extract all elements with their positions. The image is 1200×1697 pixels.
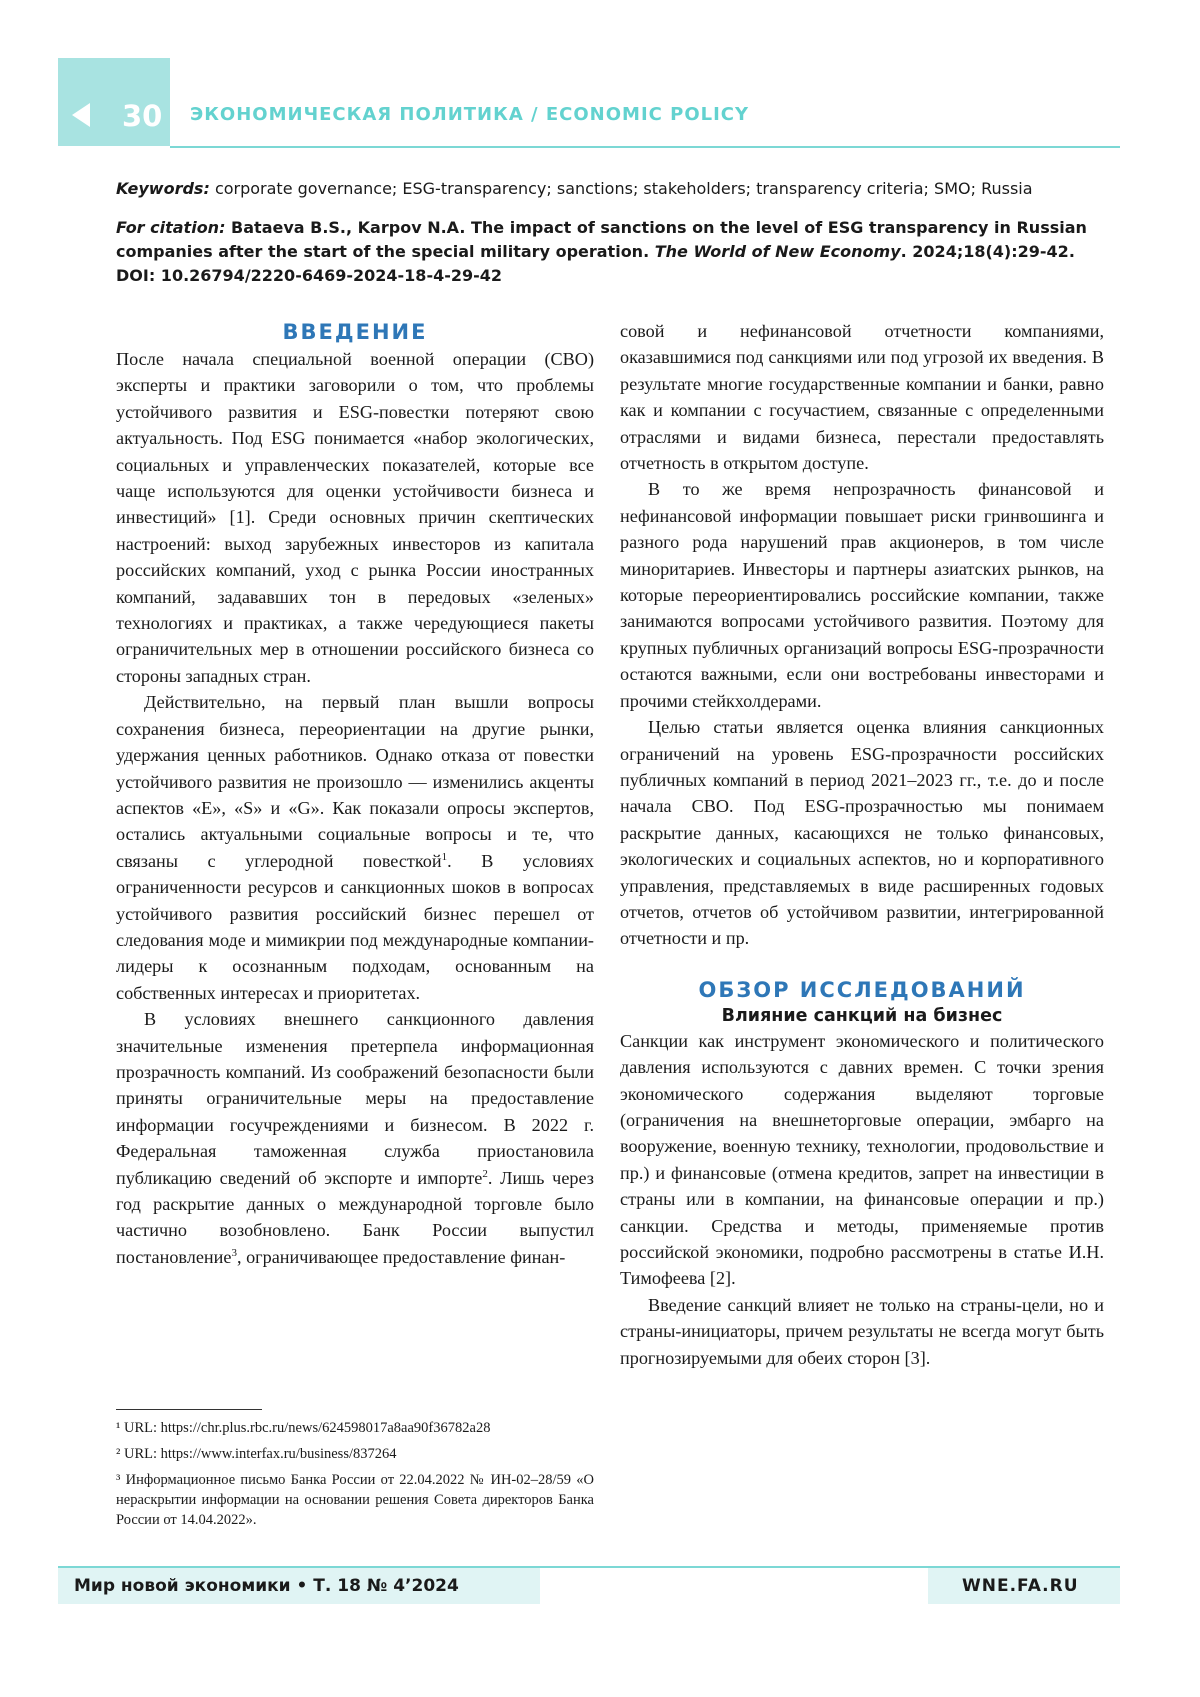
keywords-label: Keywords: — [116, 179, 210, 198]
section-heading-review: ОБЗОР ИССЛЕДОВАНИЙ — [698, 977, 1026, 1002]
paragraph: Санкции как инструмент экономического и политического давления используются с давних времен. С точки зрения экономического содержания выделяют торговые (ограничения на внешнеторговые операции, эмбарго на вооружение, военную технику, технологии, продовольствие и пр.) и финансовые (отмена кредитов, запрет на инвестиции в страны или в компании, на финансовые операции и пр.) санкции. Средства и методы, применяемые против российской экономики, подробно рассмотрены в статье И.Н. Тимофеева [2]. — [620, 1030, 1104, 1289]
paragraph: В то же время непрозрачность финансовой и нефинансовой информации повышает риски гринвошинга и разного рода нарушений прав акционеров, в том числе миноритариев. Инвесторы и партнеры азиатских рынков, на которые переориентировались российские компании, также занимаются вопросами устойчивого развития. Поэтому для крупных публичных организаций вопросы ESG-прозрачности остаются важными, если они востребованы инвесторами и прочими стейкхолдерами. — [620, 479, 1104, 711]
footnote-ref[interactable]: 2 — [482, 1167, 488, 1180]
keywords-text: corporate governance; ESG-transparency; sanctions; stakeholders; transparency criteria; SMO; Russia — [214, 179, 1033, 198]
footnote-1[interactable]: ¹ URL: https://chr.plus.rbc.ru/news/624598017a8aa90f36782a28 — [116, 1420, 491, 1436]
footnote-ref[interactable]: 1 — [441, 850, 448, 863]
citation-text: Bataeva B.S., Karpov N.A. The impact of sanctions on the level of ESG transparency in Russian companies after the start of the special military operation. — [116, 218, 1087, 261]
paragraph-text: . Лишь через год раскрытие данных о международной торговле было частично возобновлено. Банк России выпустил постановление — [116, 1167, 594, 1267]
footer-site-link[interactable]: WNE.FA.RU — [962, 1576, 1079, 1596]
citation — [116, 216, 1104, 288]
left-column — [116, 318, 594, 1270]
paragraph: совой и нефинансовой отчетности компаниями, оказавшимися под санкциями или под угрозой их введения. В результате многие государственные компании и банки, равно как и компании с госучастием, связанные с определенными отраслями и видами бизнеса, перестали предоставлять отчетность в открытом доступе. — [620, 321, 1104, 474]
paragraph — [116, 1006, 594, 1270]
footer-journal: Мир новой экономики • Т. 18 № 4’2024 — [74, 1576, 459, 1596]
citation-journal: The World of New Economy — [654, 242, 901, 261]
footnote-ref[interactable]: 3 — [231, 1246, 237, 1259]
paragraph — [116, 689, 594, 1006]
right-column — [620, 318, 1104, 1371]
paragraph: Целью статьи является оценка влияния санкционных ограничений на уровень ESG-прозрачности российских публичных компаний в период 2021–2023 гг., т.е. до и после начала СВО. Под ESG-прозрачностью мы понимаем раскрытие данных, касающихся не только финансовых, экологических и социальных аспектов, но и корпоративного управления, представляемых в виде расширенных годовых отчетов, отчетов об устойчивом развитии, интегрированной отчетности и пр. — [620, 717, 1104, 949]
footnote-2[interactable]: ² URL: https://www.interfax.ru/business/837264 — [116, 1446, 397, 1462]
section-heading-introduction: ВВЕДЕНИЕ — [282, 320, 428, 344]
footnote-3: ³ Информационное письмо Банка России от 22.04.2022 № ИН-02–28/59 «О нераскрытии информации на основании решения Совета директоров Банка России от 14.04.2022». — [116, 1472, 594, 1528]
keywords — [116, 178, 1096, 200]
back-arrow-icon[interactable] — [72, 103, 90, 127]
footnote-divider — [116, 1409, 262, 1410]
paragraph-text: , ограничивающее предоставление финан- — [236, 1246, 566, 1267]
citation-label: For citation: — [116, 218, 226, 237]
subsection-heading: Влияние санкций на бизнес — [721, 1005, 1003, 1026]
paragraph-text: В условиях внешнего санкционного давления значительные изменения претерпела информационная прозрачность компаний. Из соображений безопасности были приняты ограничительные меры на предоставление информации госучреждениями и бизнесом. В 2022 г. Федеральная таможенная служба приостановила публикацию сведений об экспорте и импорте — [116, 1009, 594, 1188]
header-divider — [170, 146, 1120, 148]
paragraph-text: Действительно, на первый план вышли вопросы сохранения бизнеса, переориентации на другие рынки, удержания ценных работников. Однако отказа от повестки устойчивого развития не произошло — изменились акценты аспектов «E», «S» и «G». Как показали опросы экспертов, остались актуальными социальные вопросы и те, что связаны с углеродной повесткой — [116, 692, 594, 871]
paragraph: Введение санкций влияет не только на страны-цели, но и страны-инициаторы, причем результаты не всегда могут быть прогнозируемыми для обеих сторон [3]. — [620, 1294, 1104, 1368]
paragraph: После начала специальной военной операции (СВО) эксперты и практики заговорили о том, что проблемы устойчивого развития и ESG-повестки потеряют свою актуальность. Под ESG понимается «набор экологических, социальных и управленческих показателей, которые все чаще используются для оценки устойчивости бизнеса и инвестиций» [1]. Среди основных причин скептических настроений: выход зарубежных инвесторов из капитала российских компаний, уход с рынка России иностранных компаний, задававших тон в передовых «зеленых» технологиях и практиках, а также чередующиеся пакеты ограничительных мер в отношении российского бизнеса со стороны западных стран. — [116, 349, 594, 686]
section-title: ЭКОНОМИЧЕСКАЯ ПОЛИТИКА / ECONOMIC POLICY — [190, 104, 750, 125]
paragraph-text: . В условиях ограниченности ресурсов и санкционных шоков в вопросах устойчивого развития российский бизнес перешел от следования моде и мимикрии под международные компании-лидеры к осознанным подходам, основанным на собственных интересах и приоритетах. — [116, 850, 595, 1003]
citation-tail: . 2024;18(4):29-42. DOI: 10.26794/2220-6469-2024-18-4-29-42 — [116, 242, 1075, 285]
page-number: 30 — [122, 99, 163, 133]
